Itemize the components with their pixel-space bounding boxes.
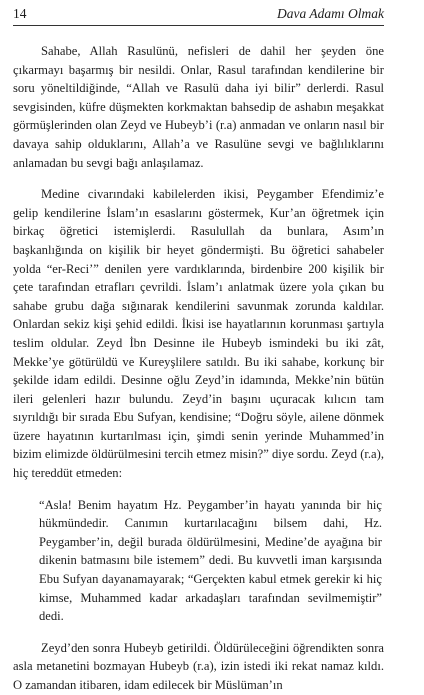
page-number: 14 — [13, 6, 27, 21]
paragraph-medine: Medine civarındaki kabilelerden ikisi, Peygamber Efendimiz’e gelip kendilerine İslam’ın esaslarını göstermek, Kur’an öğretmek için birkaç öğretici istemişlerdi. Rasulullah da bunlara, Asım’ın başkanlığında on kişilik bir heyet göndermişti. Bu öğretici sahabeler yolda “er-Reci’” denilen yere vardıklarında, birdenbire 200 kişilik bir çete tarafından etrafları çevrildi. İslam’ı anlatmak üzere yola çıkan bu sahabe grubu dağa sığınarak kendilerini savunmak zorunda kaldılar. Onlardan sekiz kişi şehid edildi. İkisi ise hayatlarının korunması şartıyla teslim oldular. Zeyd İbn Desinne ile Hubeyb ismindeki bu iki zât, Mekke’ye götürüldü ve Kureyşlilere satıldı. Bu iki sahabe, korkunç bir şekilde idam edildi. Desinne oğlu Zeyd’in idamında, Mekke’nin bütün ileri gelenleri hazır bulundu. Zeyd’in başını uçuracak kılıcın tam sıyrıldığı bir sırada Ebu Sufyan, kendisine; “Doğru söyle, ailene dönmek üzere hayatının kurtarılması için, şimdi senin yerinde Muhammed’in bizim elimizde öldürülmesini tercih etmez misin?” diye sordu. Zeyd (r.a), hiç tereddüt etmeden: — [13, 187, 384, 481]
header-rule — [13, 25, 384, 26]
paragraph-quote-zeyd: “Asla! Benim hayatım Hz. Peygamber’in hayatı yanında bir hiç hükmündedir. Canımın kurtarılacağını bilsem dahi, Hz. Peygamber’in, değil burada öldürülmesini, Medine’de ayağına bir dikenin batmasını bile istemem” dedi. Bu kuvvetli iman karşısında Ebu Sufyan dayanamayarak; “Gerçekten kabul etmek gerekir ki hiç kimse, Muhammed kadar arkadaşları tarafından sevilmemiştir” dedi. — [39, 497, 382, 624]
body-text — [13, 42, 384, 695]
running-title: Dava Adamı Olmak — [277, 6, 384, 21]
paragraph-hubeyb: Zeyd’den sonra Hubeyb getirildi. Öldürüleceğini öğrendikten sonra asla metanetini bozmayan Hubeyb (r.a), izin istedi iki rekat namaz kıldı. O zamandan itibaren, idam edilecek bir Müslüman’ın — [13, 640, 384, 692]
page-header — [13, 6, 384, 22]
paragraph-sahabe: Sahabe, Allah Rasulünü, nefisleri de dahil her şeyden öne çıkarmayı başarmış bir nesildi. Onlar, Rasul tarafından kendilerine bir soru yöneltildiğinde, “Allah ve Rasulü daha iyi bilir” derlerdi. Rasul sevgisinden, küfre düşmekten korkmaktan bahsedip de ashabın meşakkat görmüşlerinden olan Zeyd ve Hubeyb’i (r.a) anmadan ve onların nasıl bir davaya sahip olduklarını, Allah’a ve Rasulüne sevgi ve bağlılıklarını anlamadan bu sevgi bağı anlaşılamaz. — [13, 44, 384, 170]
